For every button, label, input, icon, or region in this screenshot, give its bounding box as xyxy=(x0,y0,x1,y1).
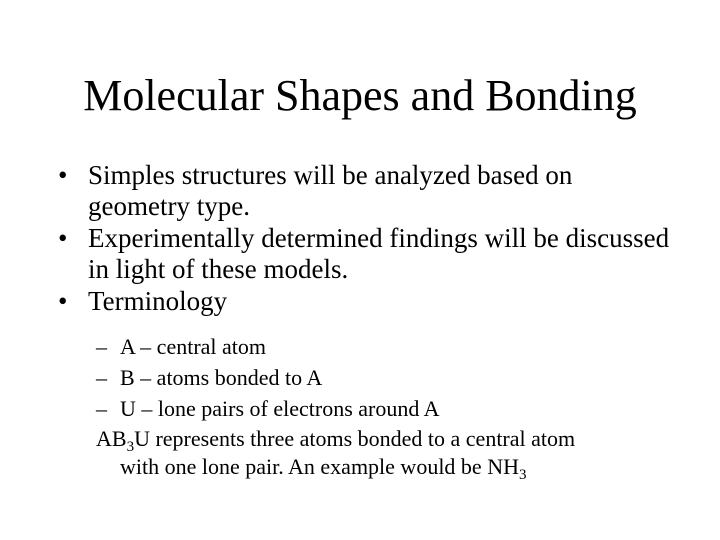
bullet-marker: • xyxy=(58,160,68,190)
bullet-marker: • xyxy=(58,286,68,316)
formula-subscript: 3 xyxy=(126,439,135,455)
note-line-2 xyxy=(96,453,696,481)
formula-ab: AB xyxy=(96,426,127,451)
sub-bullet-marker: – xyxy=(96,365,107,390)
sub-bullet-item xyxy=(96,393,696,424)
bullet-marker: • xyxy=(58,223,68,253)
bullet-item xyxy=(54,160,674,221)
slide-title: Molecular Shapes and Bonding xyxy=(83,71,637,120)
sub-bullet-item xyxy=(96,331,696,362)
sub-bullet-item xyxy=(96,362,696,393)
ab3u-note xyxy=(96,425,696,481)
note-text-2: with one lone pair. An example would be NH xyxy=(120,454,519,479)
sub-bullet-list xyxy=(96,331,696,424)
sub-bullet-marker: – xyxy=(96,334,107,359)
bullet-item xyxy=(54,286,674,317)
bullet-text: Simples structures will be analyzed based on geometry type. xyxy=(88,160,573,221)
bullet-text: Terminology xyxy=(88,286,228,316)
sub-bullet-text: A – central atom xyxy=(120,334,267,359)
bullet-text: Experimentally determined findings will be discussed in light of these models. xyxy=(88,223,670,284)
sub-bullet-text: U – lone pairs of electrons around A xyxy=(120,396,440,421)
bullet-list xyxy=(54,160,674,319)
sub-bullet-text: B – atoms bonded to A xyxy=(120,365,323,390)
nh3-subscript: 3 xyxy=(518,467,527,483)
bullet-item xyxy=(54,223,674,284)
sub-bullet-marker: – xyxy=(96,396,107,421)
note-text: U represents three atoms bonded to a central atom xyxy=(134,426,576,451)
note-line-1 xyxy=(96,425,696,453)
